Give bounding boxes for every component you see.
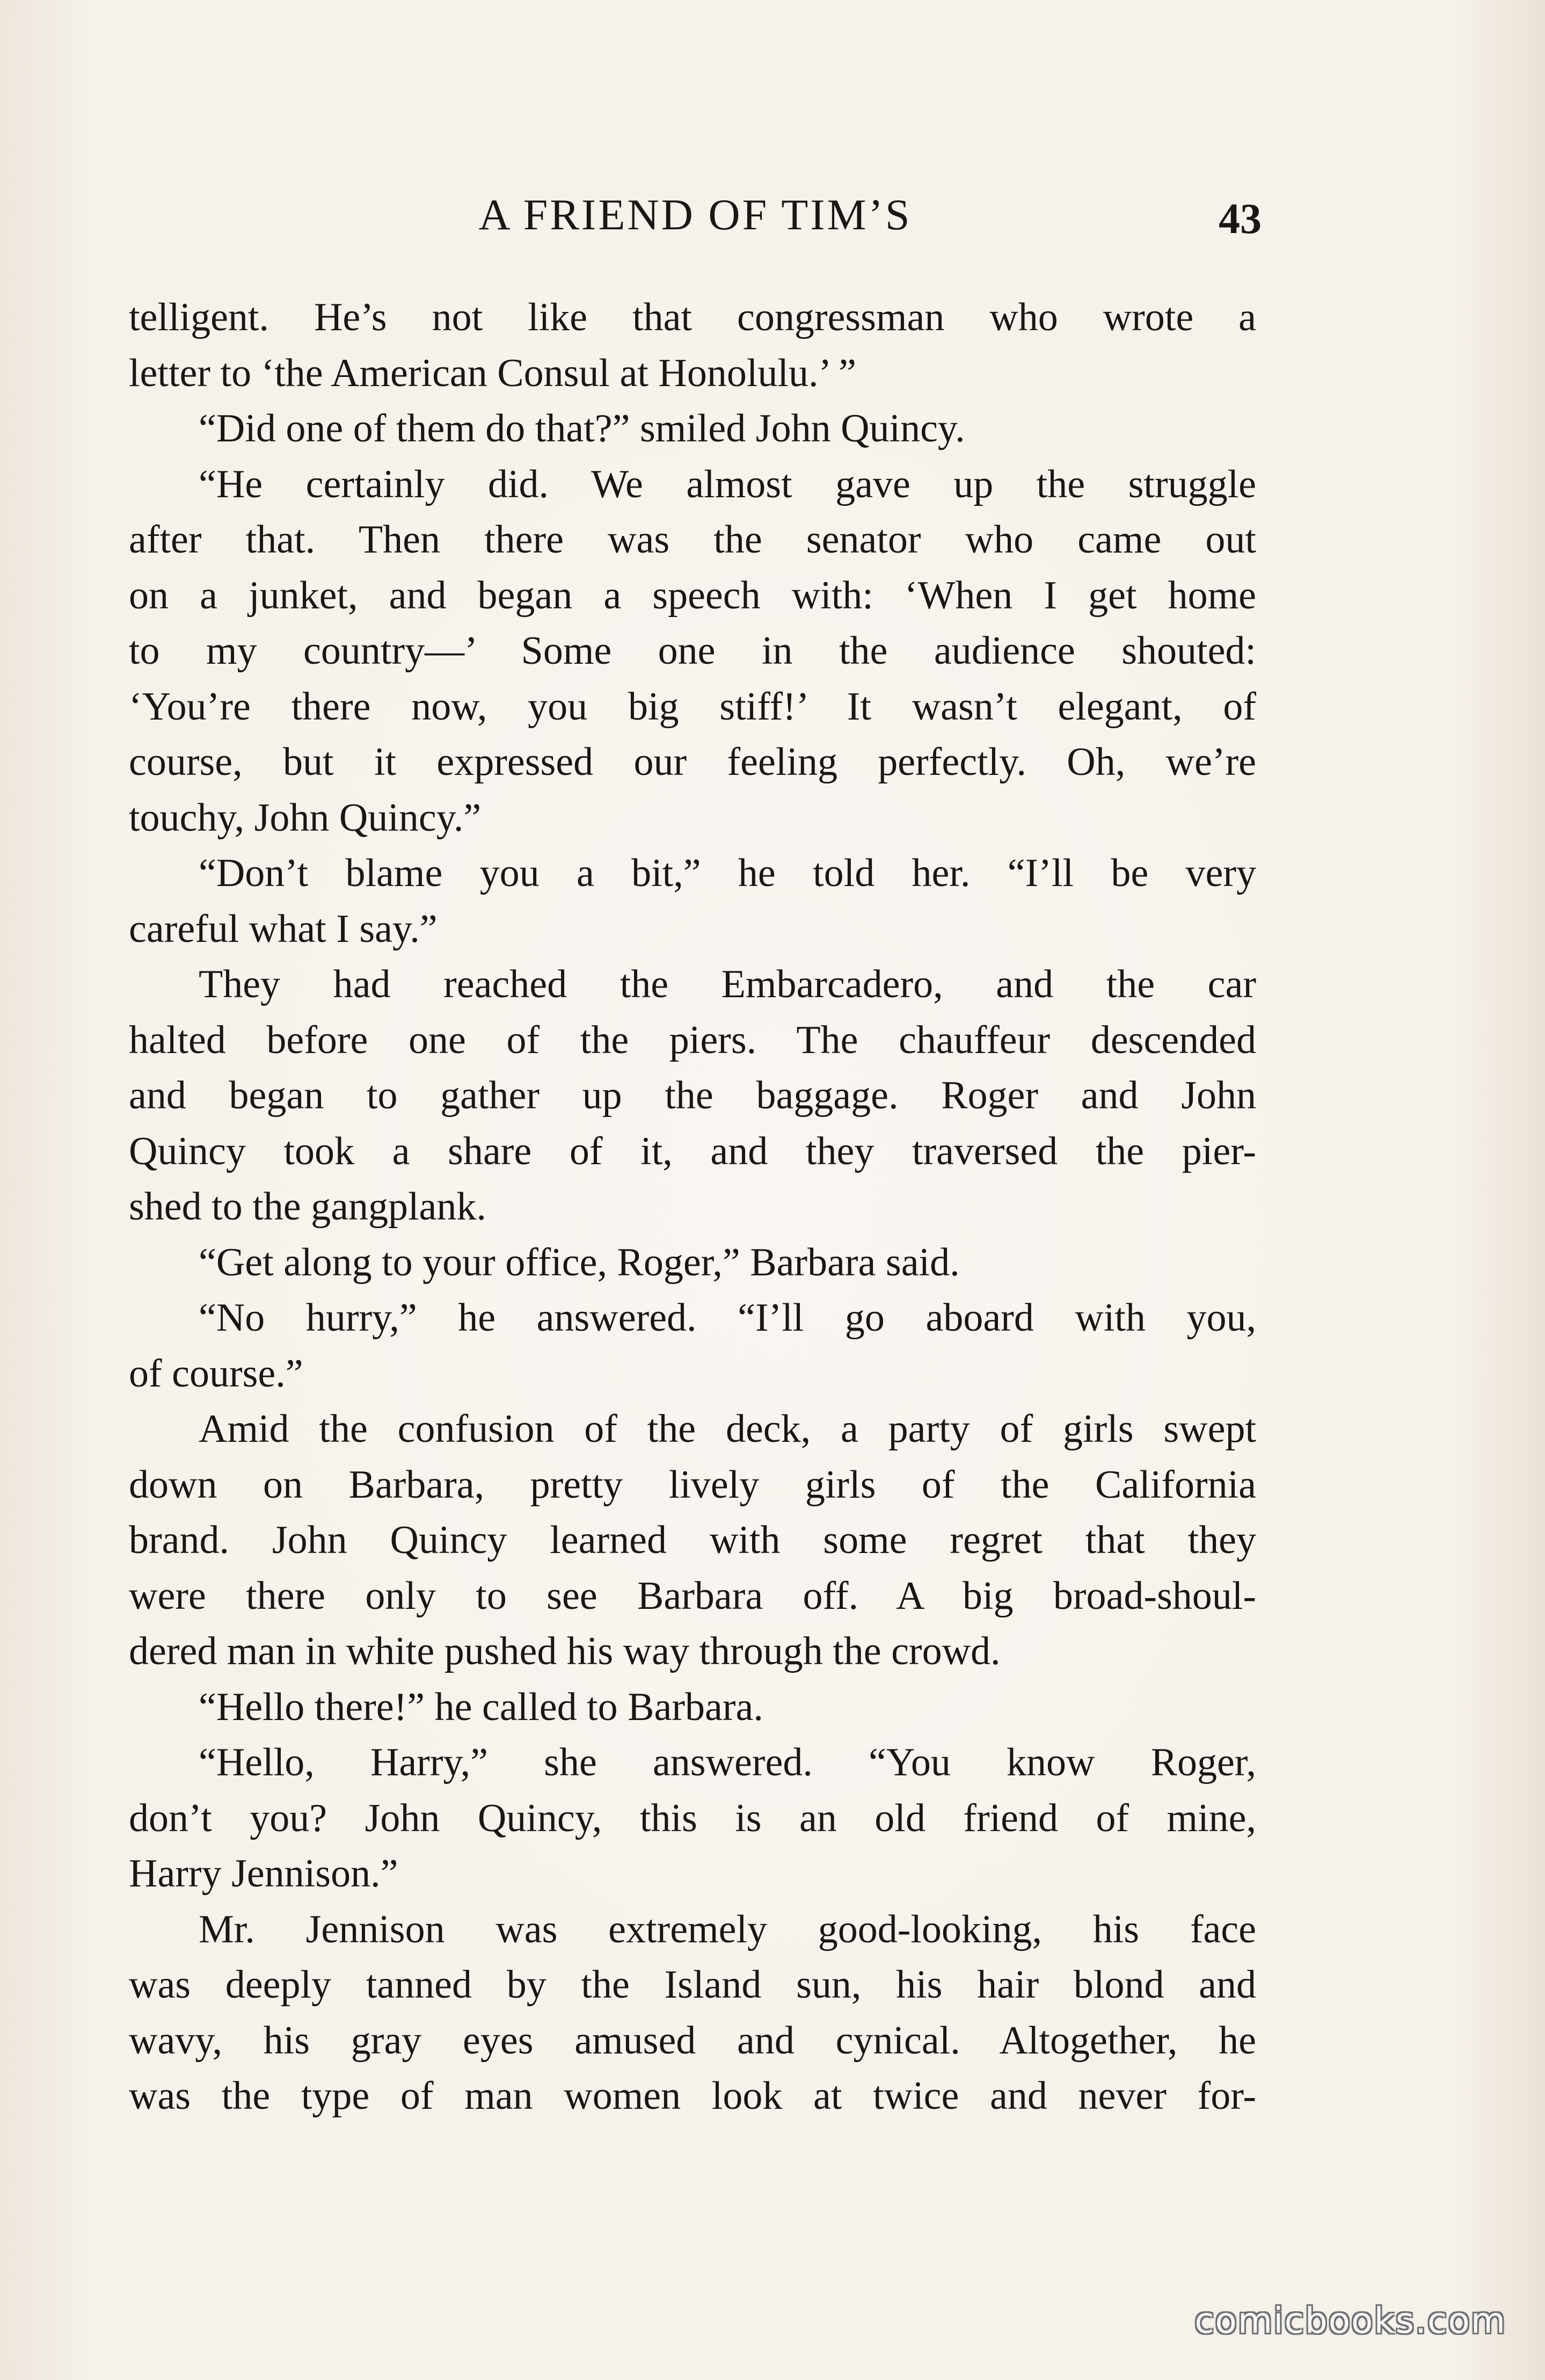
text-line: “Get along to your office, Roger,” Barbara said.: [199, 1240, 960, 1285]
text-line: “No hurry,” he answered. “I’ll go aboard with you,: [199, 1296, 1256, 1340]
text-line: was deeply tanned by the Island sun, his hair blond and: [129, 1963, 1256, 2007]
text-line: “He certainly did. We almost gave up the struggle: [199, 462, 1256, 506]
text-line: “Don’t blame you a bit,” he told her. “I’ll be very: [199, 851, 1256, 895]
text-line: don’t you? John Quincy, this is an old friend of mine,: [129, 1796, 1256, 1840]
text-line: telligent. He’s not like that congressman who wrote a: [129, 295, 1256, 339]
text-line: Quincy took a share of it, and they traversed the pier-: [129, 1129, 1256, 1173]
page-header: [129, 185, 1262, 244]
text-line: to my country—’ Some one in the audience shouted:: [129, 629, 1256, 673]
text-line: They had reached the Embarcadero, and the car: [199, 962, 1256, 1006]
text-line: ‘You’re there now, you big stiff!’ It wasn’t elegant, of: [129, 684, 1256, 729]
text-line: halted before one of the piers. The chauffeur descended: [129, 1018, 1256, 1062]
running-title: A FRIEND OF TIM’S: [478, 190, 912, 239]
text-line: down on Barbara, pretty lively girls of the California: [129, 1462, 1256, 1507]
text-line: Mr. Jennison was extremely good-looking, his face: [199, 1907, 1256, 1951]
text-line: Harry Jennison.”: [129, 1852, 398, 1896]
text-line: “Hello there!” he called to Barbara.: [199, 1685, 763, 1729]
text-line: touchy, John Quincy.”: [129, 795, 482, 840]
text-line: brand. John Quincy learned with some regret that they: [129, 1518, 1256, 1562]
text-line: dered man in white pushed his way through the crowd.: [129, 1629, 1001, 1673]
watermark-logo: comicbooks.com: [1194, 2300, 1506, 2341]
text-line: careful what I say.”: [129, 906, 438, 951]
text-line: shed to the gangplank.: [129, 1185, 486, 1229]
text-line: “Hello, Harry,” she answered. “You know Roger,: [199, 1740, 1256, 1784]
body-text: [129, 290, 1256, 2124]
text-line: letter to ‘the American Consul at Honolulu.’ ”: [129, 351, 856, 395]
text-line: was the type of man women look at twice and never for-: [129, 2074, 1256, 2118]
text-line: Amid the confusion of the deck, a party of girls swept: [199, 1407, 1256, 1451]
text-line: wavy, his gray eyes amused and cynical. Altogether, he: [129, 2018, 1256, 2063]
text-line: on a junket, and began a speech with: ‘When I get home: [129, 573, 1256, 618]
text-line: after that. Then there was the senator who came out: [129, 518, 1256, 562]
text-line: were there only to see Barbara off. A big broad-shoul-: [129, 1573, 1256, 1618]
text-line: of course.”: [129, 1351, 303, 1396]
text-line: and began to gather up the baggage. Roger and John: [129, 1073, 1256, 1118]
text-line: course, but it expressed our feeling perfectly. Oh, we’re: [129, 740, 1256, 784]
page-number: 43: [1219, 195, 1262, 243]
text-line: “Did one of them do that?” smiled John Quincy.: [199, 407, 965, 451]
